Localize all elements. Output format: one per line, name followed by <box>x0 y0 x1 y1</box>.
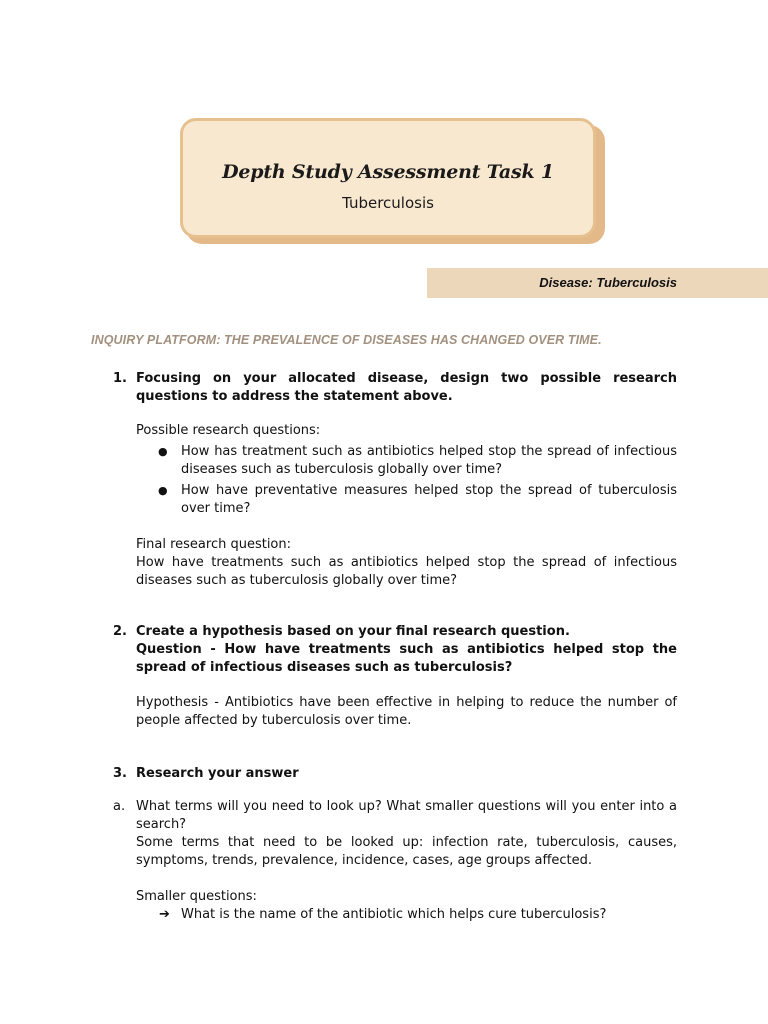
question-1-prompt: Focusing on your allocated disease, design two possible research questions to address the statement above. <box>136 371 677 404</box>
final-question-label: Final research question: <box>136 537 292 552</box>
bullet-icon: ● <box>158 484 168 497</box>
sub-question-a-label: a. <box>113 799 126 814</box>
question-2-number: 2. <box>113 624 127 639</box>
question-1-number: 1. <box>113 371 127 386</box>
question-3-number: 3. <box>113 766 127 781</box>
disease-banner-label: Disease: Tuberculosis <box>539 275 677 290</box>
possible-questions-label: Possible research questions: <box>136 423 321 438</box>
disease-banner <box>427 268 768 298</box>
smaller-question-1: What is the name of the antibiotic which helps cure tuberculosis? <box>181 907 607 922</box>
hypothesis-text: Hypothesis - Antibiotics have been effective in helping to reduce the number of people affected by tuberculosis over time. <box>136 695 677 728</box>
smaller-questions-label: Smaller questions: <box>136 889 257 904</box>
document-title: Depth Study Assessment Task 1 <box>222 161 554 183</box>
question-2-prompt: Create a hypothesis based on your final research question. <box>136 624 570 639</box>
document-subtitle: Tuberculosis <box>342 194 434 212</box>
title-card <box>180 118 596 238</box>
inquiry-platform-heading: INQUIRY PLATFORM: THE PREVALENCE OF DISEASES HAS CHANGED OVER TIME. <box>91 333 602 347</box>
possible-question-2: How have preventative measures helped stop the spread of tuberculosis over time? <box>181 483 677 516</box>
question-3-prompt: Research your answer <box>136 766 299 781</box>
arrow-icon: ➔ <box>159 907 170 922</box>
final-question-text: How have treatments such as antibiotics helped stop the spread of infectious diseases such as tuberculosis globally over time? <box>136 555 677 588</box>
question-2-question: Question - How have treatments such as antibiotics helped stop the spread of infectious diseases such as tuberculosis? <box>136 642 677 675</box>
possible-question-1: How has treatment such as antibiotics helped stop the spread of infectious diseases such as tuberculosis globally over time? <box>181 444 677 477</box>
bullet-icon: ● <box>158 445 168 458</box>
sub-question-a-text: What terms will you need to look up? What smaller questions will you enter into a search? <box>136 799 677 832</box>
search-terms-text: Some terms that need to be looked up: infection rate, tuberculosis, causes, symptoms, trends, prevalence, incidence, cases, age groups affected. <box>136 835 677 868</box>
